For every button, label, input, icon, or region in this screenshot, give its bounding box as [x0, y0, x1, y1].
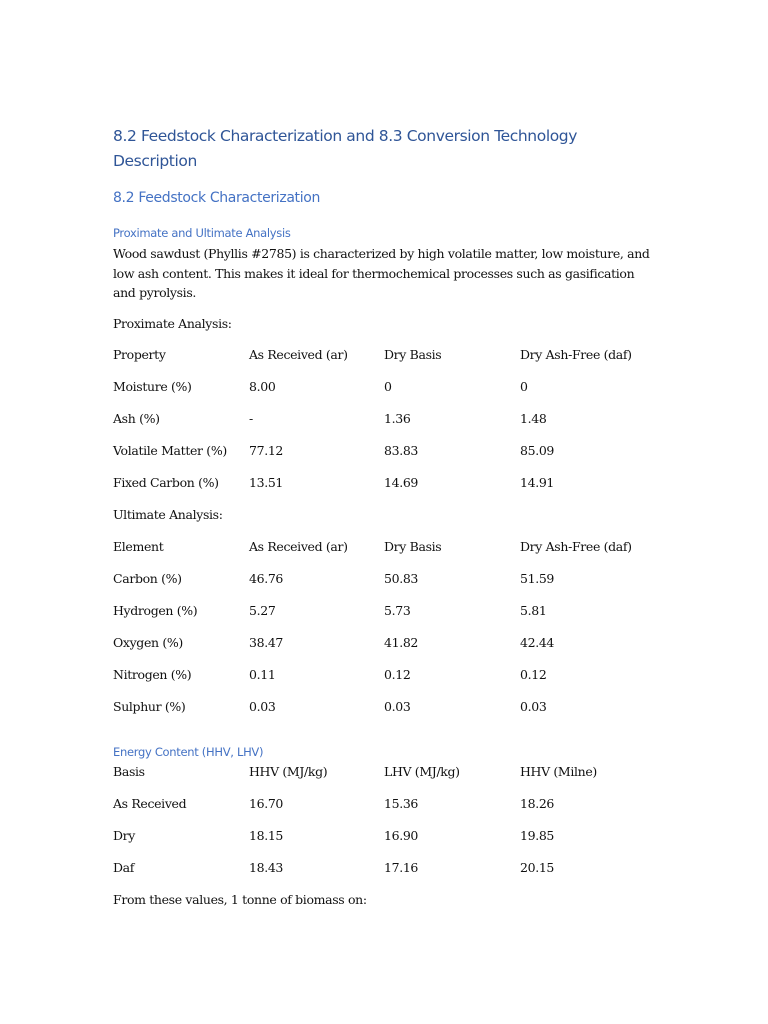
proximate-analysis-label: Proximate Analysis: [113, 316, 232, 331]
section-heading: 8.2 Feedstock Characterization [113, 190, 320, 206]
table-cell: 50.83 [384, 571, 419, 586]
table-cell: 0.11 [249, 667, 276, 682]
table-cell: Moisture (%) [113, 379, 192, 394]
table-cell: Volatile Matter (%) [113, 443, 227, 458]
intro-paragraph: Wood sawdust (Phyllis #2785) is characterized by high volatile matter, low moisture, and low ash content. This makes it ideal for thermochemical processes such as gasification and pyrolysis. [113, 246, 650, 300]
table-header-cell: Property [113, 347, 166, 362]
table-row [113, 826, 658, 846]
table-cell: 18.15 [249, 828, 284, 843]
table-row [113, 409, 658, 429]
proximate-ultimate-heading: Proximate and Ultimate Analysis [113, 226, 291, 240]
table-cell: 0.12 [384, 667, 411, 682]
table-cell: 51.59 [520, 571, 555, 586]
table-header-cell: Element [113, 539, 164, 554]
closing-paragraph: From these values, 1 tonne of biomass on: [113, 892, 367, 907]
table-cell: 38.47 [249, 635, 284, 650]
table-row [113, 601, 658, 621]
table-cell: 0.12 [520, 667, 547, 682]
table-cell: 5.81 [520, 603, 547, 618]
table-cell: 0.03 [384, 699, 411, 714]
table-cell: 14.91 [520, 475, 555, 490]
table-cell: 0 [384, 379, 392, 394]
table-cell: Ash (%) [113, 411, 160, 426]
table-cell: 0.03 [520, 699, 547, 714]
table-header-cell: HHV (MJ/kg) [249, 764, 328, 779]
table-row [113, 441, 658, 461]
table-cell: 46.76 [249, 571, 284, 586]
table-cell: Hydrogen (%) [113, 603, 198, 618]
table-cell: 16.90 [384, 828, 419, 843]
table-cell: 0 [520, 379, 528, 394]
table-header-cell: As Received (ar) [249, 539, 348, 554]
table-cell: 17.16 [384, 860, 419, 875]
table-cell: 8.00 [249, 379, 276, 394]
table-row [113, 665, 658, 685]
table-header-cell: As Received (ar) [249, 347, 348, 362]
proximate-table-header [113, 345, 658, 365]
table-cell: 42.44 [520, 635, 555, 650]
table-cell: 15.36 [384, 796, 419, 811]
table-cell: 0.03 [249, 699, 276, 714]
table-cell: Sulphur (%) [113, 699, 186, 714]
table-row [113, 794, 658, 814]
table-cell: 1.48 [520, 411, 547, 426]
table-row [113, 697, 658, 717]
table-row [113, 633, 658, 653]
energy-content-heading: Energy Content (HHV, LHV) [113, 745, 264, 759]
ultimate-table-header [113, 537, 658, 557]
ultimate-analysis-label: Ultimate Analysis: [113, 507, 223, 522]
table-row [113, 377, 658, 397]
table-cell: 16.70 [249, 796, 284, 811]
table-cell: 19.85 [520, 828, 555, 843]
table-cell: Fixed Carbon (%) [113, 475, 219, 490]
table-cell: Dry [113, 828, 136, 843]
table-cell: 77.12 [249, 443, 284, 458]
table-row [113, 858, 658, 878]
table-row [113, 473, 658, 493]
table-header-cell: Dry Ash-Free (daf) [520, 347, 632, 362]
table-cell: 18.26 [520, 796, 555, 811]
table-cell: 85.09 [520, 443, 555, 458]
table-cell: - [249, 411, 253, 426]
table-cell: Nitrogen (%) [113, 667, 192, 682]
table-cell: 83.83 [384, 443, 419, 458]
energy-table-header [113, 762, 658, 782]
table-cell: 1.36 [384, 411, 411, 426]
table-cell: Daf [113, 860, 135, 875]
table-header-cell: Dry Basis [384, 539, 442, 554]
table-cell: Carbon (%) [113, 571, 182, 586]
table-header-cell: Dry Ash-Free (daf) [520, 539, 632, 554]
table-row [113, 569, 658, 589]
table-cell: 41.82 [384, 635, 419, 650]
table-cell: 5.27 [249, 603, 276, 618]
table-header-cell: HHV (Milne) [520, 764, 597, 779]
table-cell: As Received [113, 796, 187, 811]
table-cell: 14.69 [384, 475, 419, 490]
table-header-cell: Basis [113, 764, 145, 779]
table-cell: 18.43 [249, 860, 284, 875]
document-title: 8.2 Feedstock Characterization and 8.3 Conversion Technology Description [113, 127, 578, 170]
table-header-cell: Dry Basis [384, 347, 442, 362]
table-cell: 20.15 [520, 860, 555, 875]
table-cell: 5.73 [384, 603, 411, 618]
table-cell: Oxygen (%) [113, 635, 183, 650]
table-header-cell: LHV (MJ/kg) [384, 764, 460, 779]
table-cell: 13.51 [249, 475, 284, 490]
